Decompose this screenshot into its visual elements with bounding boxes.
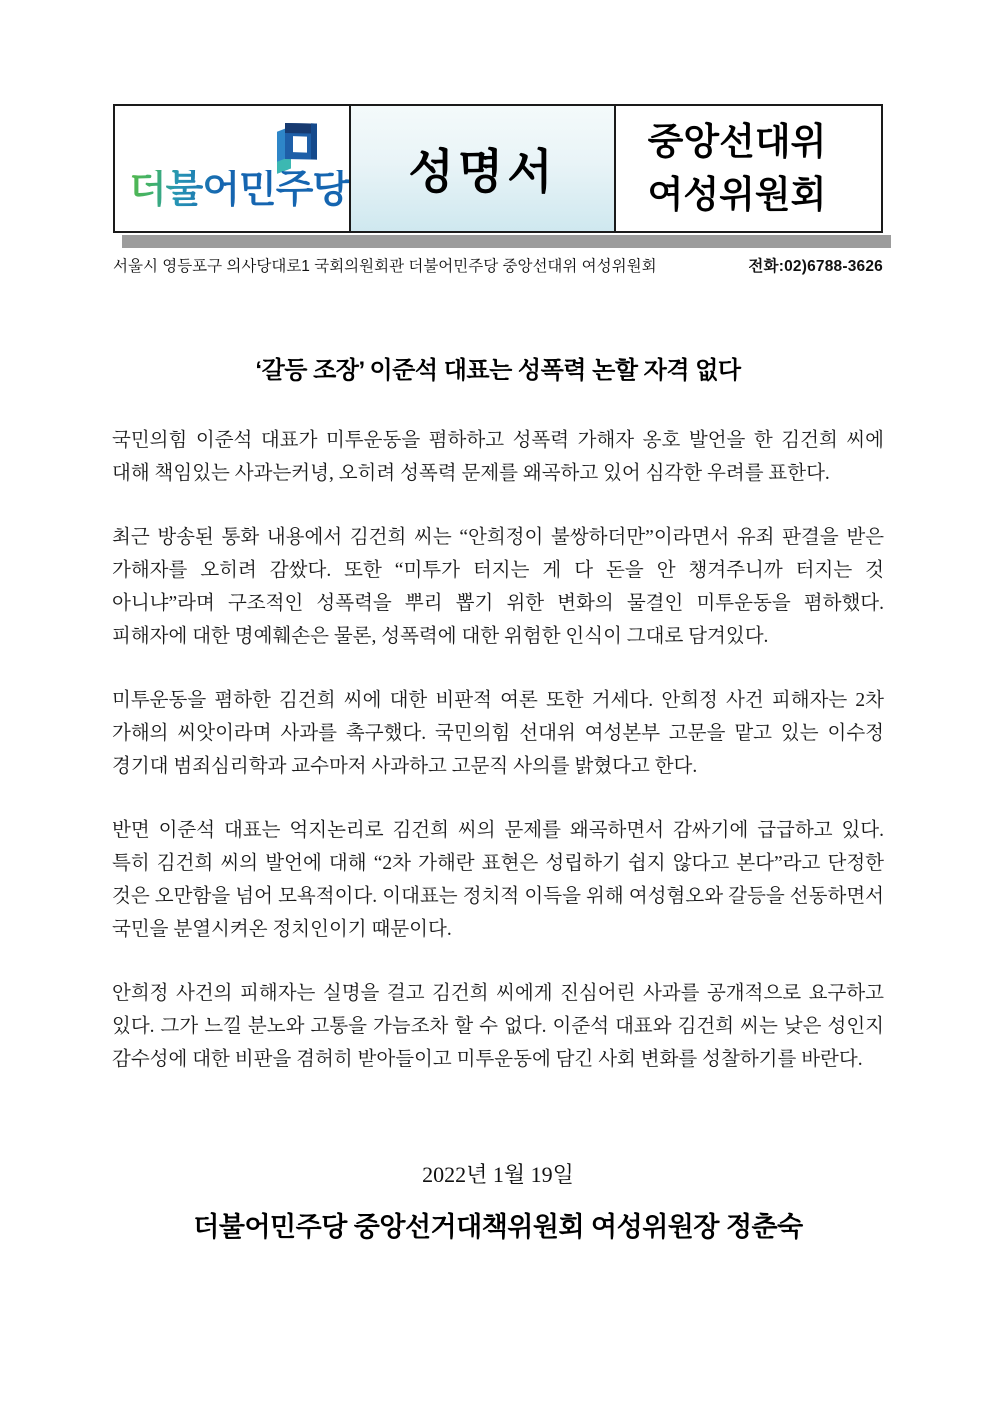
doc-type-label: 성명서 xyxy=(408,145,557,198)
statement-title: ‘갈등 조장’ 이준석 대표는 성폭력 논할 자격 없다 xyxy=(255,357,741,384)
statement-paragraph: 안희정 사건의 피해자는 실명을 걸고 김건희 씨에게 진심어린 사과를 공개적으로 요구하고 있다. 그가 느낄 분노와 고통을 가늠조차 할 수 없다. 이준석 대표와 김건희 씨는 낮은 성인지 감수성에 대한 비판을 겸허히 받아들이고 미투운동에 담긴 사회 변화를 성찰하기를 바란다. xyxy=(112,983,884,1070)
statement-paragraph: 미투운동을 폄하한 김건희 씨에 대한 비판적 여론 또한 거세다. 안희정 사건 피해자는 2차 가해의 씨앗이라며 사과를 촉구했다. 국민의힘 선대위 여성본부 고문을 맡고 있는 이수정 경기대 범죄심리학과 교수마저 사과하고 고문직 사의를 밝혔다고 한다. xyxy=(112,690,884,777)
letterhead-table xyxy=(113,104,883,233)
statement-body xyxy=(112,424,884,1107)
statement-paragraph: 최근 방송된 통화 내용에서 김건희 씨는 “안희정이 불쌍하더만”이라면서 유죄 판결을 받은 가해자를 오히려 감쌌다. 또한 “미투가 터지는 게 다 돈을 안 챙겨주니까 터지는 것 아니냐”라며 구조적인 성폭력을 뿌리 뽑기 위한 변화의 물결인 미투운동을 폄하했다. 피해자에 대한 명예훼손은 물론, 성폭력에 대한 위험한 인식이 그대로 담겨있다. xyxy=(112,527,884,647)
phone-text: 전화:02)6788-3626 xyxy=(748,258,883,275)
contact-line xyxy=(113,254,883,276)
statement-paragraph: 반면 이준석 대표는 억지논리로 김건희 씨의 문제를 왜곡하면서 감싸기에 급급하고 있다. 특히 김건희 씨의 발언에 대해 “2차 가해란 표현은 성립하기 쉽지 않다고 본다”라고 단정한 것은 오만함을 넘어 모욕적이다. 이대표는 정치적 이득을 위해 여성혐오와 갈등을 선동하면서 국민을 분열시켜온 정치인이기 때문이다. xyxy=(112,820,884,940)
statement-date: 2022년 1월 19일 xyxy=(422,1162,574,1187)
party-logo-text: 더불어민주당 xyxy=(129,168,350,211)
committee-name-line2: 여성위원회 xyxy=(647,173,827,215)
statement-signature: 더불어민주당 중앙선거대책위원회 여성위원장 정춘숙 xyxy=(193,1212,803,1242)
committee-cell xyxy=(616,106,881,231)
committee-name-line1: 중앙선대위 xyxy=(647,120,827,162)
statement-paragraph: 국민의힘 이준석 대표가 미투운동을 폄하하고 성폭력 가해자 옹호 발언을 한 김건희 씨에 대해 책임있는 사과는커녕, 오히려 성폭력 문제를 왜곡하고 있어 심각한 우려를 표한다. xyxy=(112,430,884,484)
letterhead-shadow-bar xyxy=(122,235,891,248)
address-text: 서울시 영등포구 의사당대로1 국회의원회관 더불어민주당 중앙선대위 여성위원회 xyxy=(113,258,657,275)
party-flag-icon xyxy=(275,118,319,174)
party-logo-cell xyxy=(115,106,351,231)
doc-type-cell xyxy=(351,106,615,231)
